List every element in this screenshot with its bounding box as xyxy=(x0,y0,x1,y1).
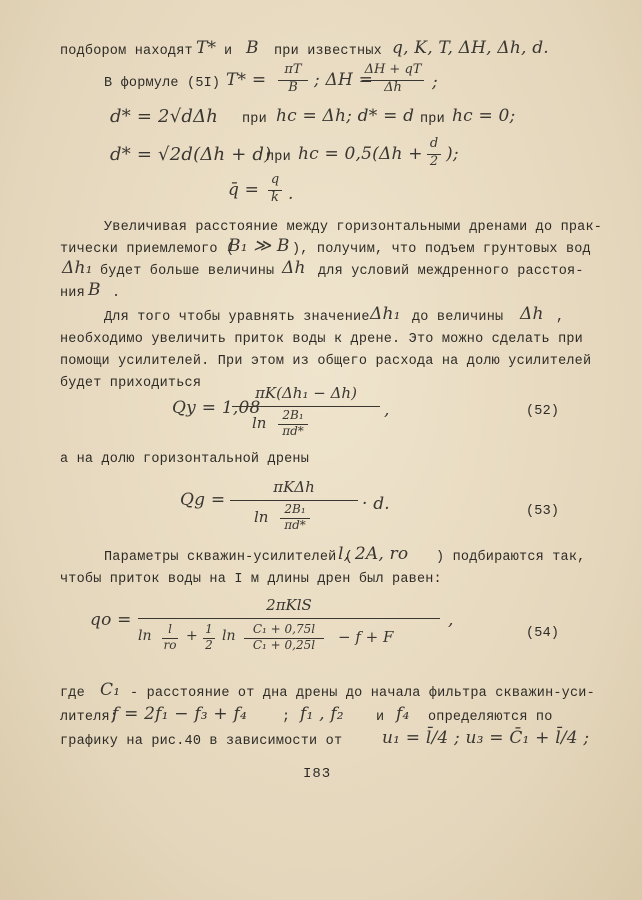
fraction-denominator: Δh xyxy=(384,80,402,95)
fraction-numerator: l xyxy=(168,622,172,636)
paragraph-3-line-2: чтобы приток воды на I м длины дрен был равен: xyxy=(60,572,442,587)
equation-54 xyxy=(0,590,642,666)
paragraph-4-line-1: - расстояние от дна дрены до начала фильтра скважин-уси- xyxy=(130,686,595,701)
text-pri: при xyxy=(266,150,291,165)
text-pri: при xyxy=(420,112,445,127)
paragraph-1-line-2b: ), получим, что подъем грунтовых вод xyxy=(292,242,591,257)
fraction-denominator: ro xyxy=(163,638,177,652)
formula-B: B xyxy=(246,38,259,58)
paragraph-1-period: . xyxy=(112,286,121,301)
fraction-numerator: q xyxy=(270,172,280,187)
eq54-lhs: qo = xyxy=(90,610,132,630)
formula-condition-2: hc = 0; xyxy=(452,106,516,126)
eq52-numerator: πK(Δh₁ − Δh) xyxy=(255,384,357,402)
paragraph-4-semicolon: ; xyxy=(282,710,291,725)
formula-d-star-2: d* = √2d(Δh + d) xyxy=(110,144,272,165)
eq52-label: (52) xyxy=(526,404,560,419)
eq53-denominator xyxy=(230,502,358,536)
formula-well-params: l, 2A, ro xyxy=(338,544,409,564)
formula-params: q, K, T, ΔH, Δh, d. xyxy=(392,38,549,58)
eq52-den-ln: ln xyxy=(252,414,267,432)
fraction-bar xyxy=(278,424,308,425)
paragraph-4-line-3: графику на рис.40 в зависимости от xyxy=(60,734,343,749)
paragraph-3-line-1b: ) подбираются так, xyxy=(436,550,586,565)
eq52-lhs: Qу = 1,08 xyxy=(172,398,261,418)
paragraph-2-line-2: необходимо увеличить приток воды к дрене. Это можно сделать при xyxy=(60,332,583,347)
eq53-multiplier: · d. xyxy=(362,494,390,514)
eq54-fraction xyxy=(138,596,440,660)
fraction-deltaH xyxy=(360,62,426,95)
text-line-1-mid: при известных xyxy=(274,44,382,59)
eq52-comma: , xyxy=(384,400,390,420)
eq54-den-ln: ln xyxy=(138,628,152,644)
eq52-den-fraction xyxy=(276,408,310,438)
eq53-fraction xyxy=(230,478,358,536)
formula-B1-gg-B: B₁ ≫ B xyxy=(228,236,290,256)
eq52-fraction xyxy=(232,384,380,442)
fraction-d-over-2 xyxy=(424,136,444,169)
eq54-label: (54) xyxy=(526,626,560,641)
fraction-bar xyxy=(278,80,308,81)
fraction-numerator: 2B₁ xyxy=(282,408,304,422)
fraction-bar xyxy=(268,190,282,191)
paragraph-1-line-2a: тически приемлемого ( xyxy=(60,242,235,257)
paragraph-2-comma: , xyxy=(556,310,565,325)
eq54-den-half xyxy=(202,622,216,652)
fraction-piT-over-B xyxy=(274,62,312,95)
equation-53 xyxy=(0,474,642,536)
equation-52 xyxy=(0,380,642,440)
fraction-numerator: 1 xyxy=(205,622,213,636)
text-horizontal-drain: а на долю горизонтальной дрены xyxy=(60,452,310,467)
paragraph-2-line-3: помощи усилителей. При этом из общего расхода на долю усилителей xyxy=(60,354,592,369)
fraction-q-over-k xyxy=(266,172,284,205)
paragraph-4-where: где xyxy=(60,686,85,701)
formula-f: f = 2f₁ − f₃ + f₄ xyxy=(112,704,247,724)
fraction-bar xyxy=(362,80,424,81)
eq54-den-tail: − f + F xyxy=(338,628,394,646)
eq53-den-fraction xyxy=(278,502,312,532)
fraction-numerator: πT xyxy=(284,62,302,77)
fraction-numerator: d xyxy=(429,136,439,151)
formula-condition-3: hc = 0,5(Δh + xyxy=(298,144,423,164)
fraction-denominator: 2 xyxy=(205,638,213,652)
paragraph-2-line-4: будет приходиться xyxy=(60,376,202,391)
eq53-den-ln: ln xyxy=(254,508,269,526)
eq54-numerator: 2πKlS xyxy=(266,596,312,614)
formula-T-star-eq: T* = xyxy=(226,70,267,90)
paragraph-4-line-2b: определяются по xyxy=(428,710,553,725)
formula-B-spacing: B xyxy=(88,280,101,300)
fraction-numerator: 2B₁ xyxy=(284,502,306,516)
formula-delta-h1: Δh₁ xyxy=(62,258,93,278)
formula-d-star-1: d* = 2√dΔh xyxy=(110,106,219,127)
formula-f1-f2: f₁ , f₂ xyxy=(300,704,344,724)
formula-semicolon: ; xyxy=(432,72,438,92)
paragraph-1-line-3b: для условий междренного расстоя- xyxy=(318,264,584,279)
paragraph-1-line-3a: будет больше величины xyxy=(100,264,275,279)
paragraph-4-and: и xyxy=(376,710,385,725)
eq54-den-ln-2: ln xyxy=(222,628,236,644)
fraction-bar xyxy=(244,638,324,639)
fraction-bar xyxy=(162,638,178,639)
eq52-denominator xyxy=(232,408,380,442)
fraction-bar xyxy=(138,618,440,619)
formula-period: . xyxy=(288,184,294,204)
fraction-numerator: ΔH + qT xyxy=(364,62,422,77)
eq54-comma: , xyxy=(448,610,454,630)
eq54-denominator xyxy=(138,620,440,660)
formula-condition-3-end: ); xyxy=(446,144,459,164)
text-line-1-start: подбором находят xyxy=(60,44,193,59)
formula-f4: f₄ xyxy=(396,704,410,724)
eq54-den-plus: + xyxy=(186,628,198,644)
paragraph-4-line-2a: лителя; xyxy=(60,710,119,725)
formula-delta-H-eq: ; ΔH = xyxy=(314,70,374,90)
text-pri: при xyxy=(242,112,267,127)
paragraph-2-line-1a: Для того чтобы уравнять значение xyxy=(104,310,370,325)
formula-T-star: T* xyxy=(196,38,217,58)
formula-delta-h: Δh xyxy=(282,258,306,278)
eq54-den-l-over-r0 xyxy=(160,622,180,652)
paragraph-1-line-4a: ния xyxy=(60,286,85,301)
formula-condition-1: hc = Δh; d* = d xyxy=(276,106,415,126)
paragraph-1-line-1: Увеличивая расстояние между горизонтальными дренами до прак- xyxy=(104,220,603,235)
formula-u1-u3: u₁ = l̄/4 ; u₃ = C̄₁ + l̄/4 ; xyxy=(382,728,590,748)
fraction-bar xyxy=(232,406,380,407)
fraction-denominator: πd* xyxy=(282,424,304,438)
formula-delta-h: Δh xyxy=(520,304,544,324)
fraction-denominator: πd* xyxy=(284,518,306,532)
formula-delta-h1: Δh₁ xyxy=(370,304,401,324)
paragraph-2-line-1b: до величины xyxy=(412,310,504,325)
eq53-numerator: πKΔh xyxy=(273,478,315,496)
fraction-bar xyxy=(230,500,358,501)
formula-C1: C₁ xyxy=(100,680,121,700)
eq53-label: (53) xyxy=(526,504,560,519)
fraction-numerator: C₁ + 0,75l xyxy=(252,622,316,636)
formula-q-bar: q̄ = xyxy=(228,180,260,200)
fraction-denominator: B xyxy=(288,80,298,95)
fraction-denominator: k xyxy=(271,190,279,205)
fraction-denominator: 2 xyxy=(429,154,439,169)
paragraph-3-line-1a: Параметры скважин-усилителей ( xyxy=(104,550,354,565)
fraction-denominator: C₁ + 0,25l xyxy=(252,638,316,652)
fraction-bar xyxy=(280,518,310,519)
eq54-den-c-fraction xyxy=(242,622,326,652)
fraction-bar xyxy=(427,154,441,155)
fraction-bar xyxy=(203,638,215,639)
text-and: и xyxy=(224,44,233,59)
page-number: I83 xyxy=(303,766,332,782)
eq53-lhs: Qg = xyxy=(180,490,226,510)
text-formula-ref: В формуле (5I) xyxy=(104,76,221,91)
